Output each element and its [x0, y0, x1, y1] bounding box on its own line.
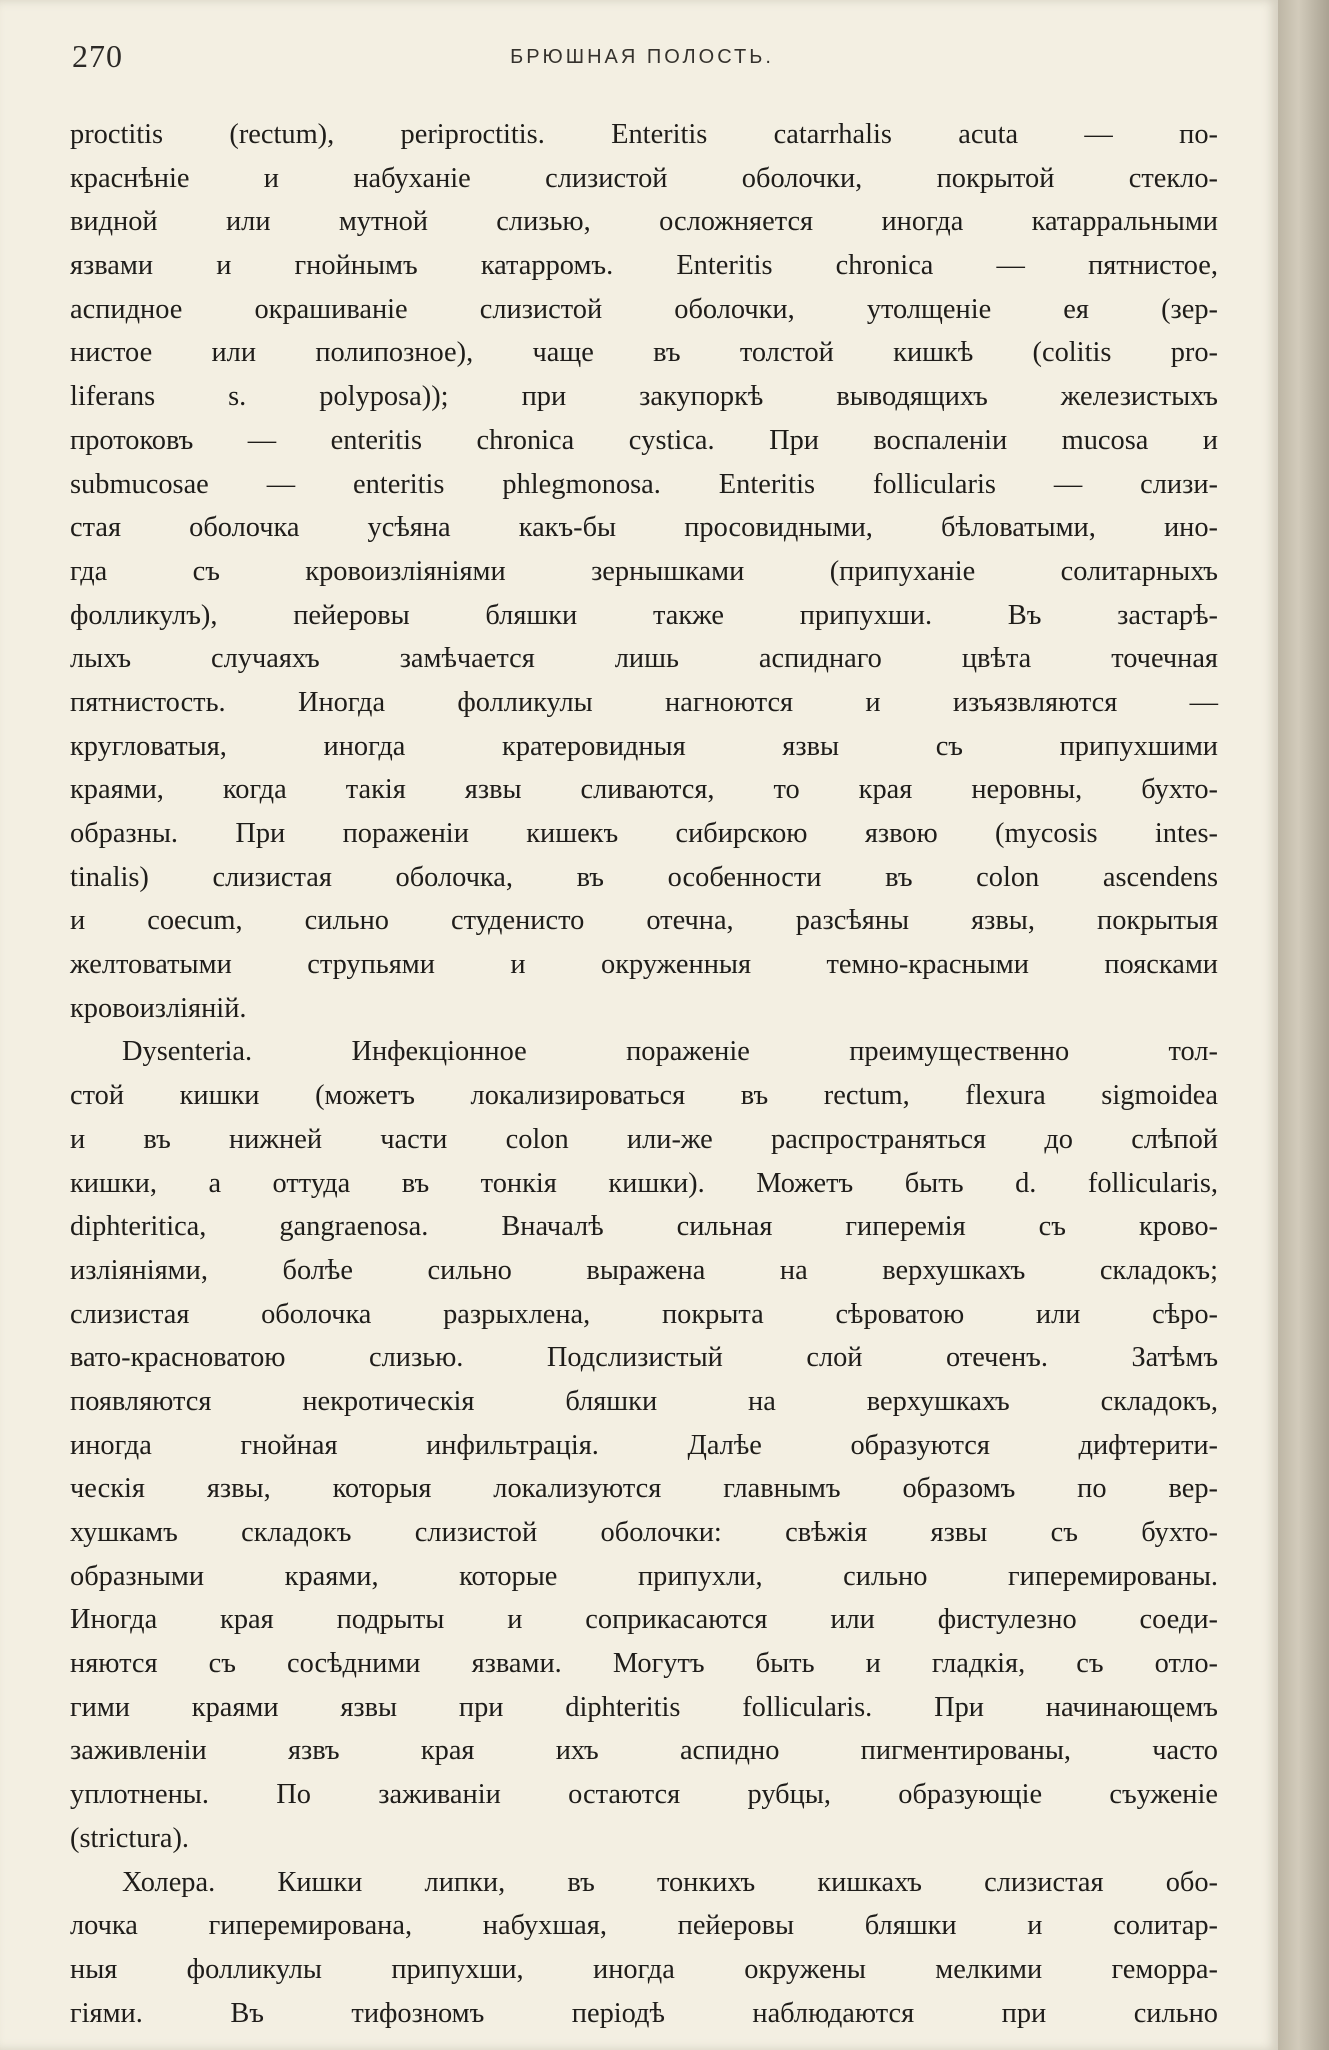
page-edge	[1278, 0, 1329, 2050]
text-line: заживленіи язвъ края ихъ аспидно пигментированы, часто	[70, 1735, 1218, 1767]
text-line: лыхъ случаяхъ замѣчается лишь аспиднаго цвѣта точечная	[70, 643, 1218, 675]
text-line: язвами и гнойнымъ катарромъ. Enteritis chronica — пятнистое,	[70, 250, 1218, 282]
text-line: (strictura).	[70, 1822, 190, 1854]
paragraph-cholera	[70, 1861, 1218, 2036]
text-line: желтоватыми струпьями и окруженныя темно-красными поясками	[70, 949, 1218, 981]
text-line: протоковъ — enteritis chronica cystica. При воспаленіи mucosa и	[70, 424, 1218, 456]
text-line: гими краями язвы при diphteritis follicularis. При начинающемъ	[70, 1691, 1218, 1723]
page-header	[72, 38, 1212, 78]
text-line: няются съ сосѣдними язвами. Могутъ быть и гладкія, съ отло-	[70, 1648, 1218, 1680]
text-line: гіями. Въ тифозномъ періодѣ наблюдаются при сильно	[70, 1997, 1218, 2029]
text-line: образными краями, которые припухли, сильно гиперемированы.	[70, 1560, 1218, 1592]
text-line: кругловатыя, иногда кратеровидныя язвы съ припухшими	[70, 730, 1218, 762]
text-line: аспидное окрашиваніе слизистой оболочки, утолщеніе ея (зер-	[70, 293, 1218, 325]
text-line: ныя фолликулы припухши, иногда окружены мелкими геморра-	[70, 1953, 1218, 1985]
text-line: появляются некротическія бляшки на верхушкахъ складокъ,	[70, 1385, 1218, 1417]
body-text	[70, 113, 1218, 2035]
text-line: слизистая оболочка разрыхлена, покрыта сѣроватою или сѣро-	[70, 1298, 1218, 1330]
text-line: уплотнены. По заживаніи остаются рубцы, образующіе съуженіе	[70, 1779, 1218, 1811]
text-line: Dysenteria. Инфекціонное пораженіе преимущественно тол-	[122, 1036, 1218, 1068]
text-line: Иногда края подрыты и соприкасаются или фистулезно соеди-	[70, 1604, 1218, 1636]
text-line: образны. При пораженіи кишекъ сибирскою язвою (mycosis intes-	[70, 818, 1218, 849]
text-line: нистое или полипозное), чаще въ толстой кишкѣ (colitis pro-	[70, 337, 1218, 369]
text-line: diphteritica, gangraenosa. Вначалѣ сильная гиперемія съ крово-	[70, 1211, 1218, 1243]
text-line: кишки, а оттуда въ тонкія кишки). Можетъ быть d. follicularis,	[70, 1167, 1218, 1199]
text-line: tinalis) слизистая оболочка, въ особенности въ colon ascendens	[70, 861, 1218, 893]
text-line: краснѣніе и набуханіе слизистой оболочки, покрытой стекло-	[70, 162, 1218, 194]
running-head: БРЮШНАЯ ПОЛОСТЬ.	[510, 46, 774, 68]
text-line: лочка гиперемирована, набухшая, пейеровы бляшки и солитар-	[70, 1910, 1218, 1942]
text-line: изліяніями, болѣе сильно выражена на верхушкахъ складокъ;	[70, 1254, 1218, 1286]
text-line: видной или мутной слизью, осложняется иногда катарральными	[70, 206, 1218, 238]
text-line: Холера. Кишки липки, въ тонкихъ кишкахъ слизистая обо-	[122, 1866, 1218, 1898]
text-line: и въ нижней части colon или-же распространяться до слѣпой	[70, 1123, 1218, 1155]
paragraph-enteritis	[70, 113, 1218, 1030]
paragraph-dysenteria	[70, 1030, 1218, 1860]
text-line: liferans s. polyposa)); при закупоркѣ выводящихъ железистыхъ	[70, 381, 1218, 413]
text-line: пятнистость. Иногда фолликулы нагноются и изъязвляются —	[70, 686, 1218, 718]
text-line: стой кишки (можетъ локализироваться въ rectum, flexura sigmoidea	[70, 1080, 1218, 1112]
text-line: краями, когда такія язвы сливаются, то края неровны, бухто-	[70, 774, 1218, 806]
text-line: и coecum, сильно студенисто отечна, разсѣяны язвы, покрытыя	[70, 905, 1218, 937]
text-line: стая оболочка усѣяна какъ-бы просовидными, бѣловатыми, ино-	[70, 512, 1218, 544]
text-line: proctitis (rectum), periproctitis. Enteritis catarrhalis acuta — по-	[70, 119, 1218, 150]
text-line: submucosae — enteritis phlegmonosa. Enteritis follicularis — слизи-	[70, 468, 1218, 500]
text-line: хушкамъ складокъ слизистой оболочки: свѣжія язвы съ бухто-	[70, 1517, 1218, 1548]
text-line: иногда гнойная инфильтрація. Далѣе образуются дифтерити-	[70, 1429, 1218, 1461]
text-line: вато-красноватою слизью. Подслизистый слой отеченъ. Затѣмъ	[70, 1342, 1218, 1374]
text-line: кровоизліяній.	[70, 992, 247, 1024]
text-line: фолликулъ), пейеровы бляшки также припухши. Въ застарѣ-	[70, 599, 1218, 631]
text-line: гда съ кровоизліяніями зернышками (припуханіе солитарныхъ	[70, 555, 1218, 587]
text-line: ческія язвы, которыя локализуются главнымъ образомъ по вер-	[70, 1473, 1218, 1505]
page-number: 270	[72, 38, 123, 74]
